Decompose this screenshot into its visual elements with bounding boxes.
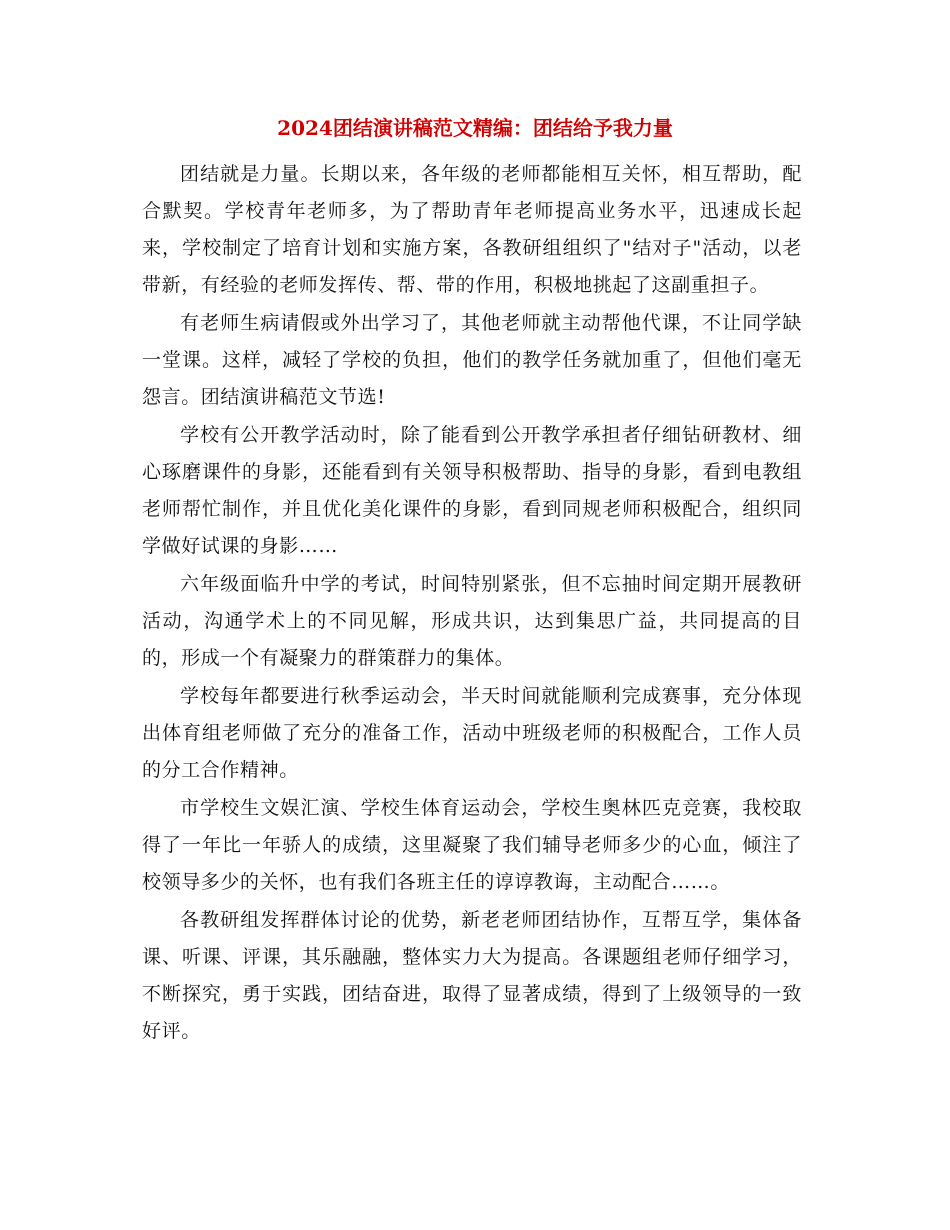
- paragraph-2: 有老师生病请假或外出学习了，其他老师就主动帮他代课，不让同学缺一堂课。这样，减轻了学校的负担，他们的教学任务就加重了，但他们毫无怨言。团结演讲稿范文节选!: [142, 312, 802, 408]
- paragraph-4: 六年级面临升中学的考试，时间特别紧张，但不忘抽时间定期开展教研活动，沟通学术上的不同见解，形成共识，达到集思广益，共同提高的目的，形成一个有凝聚力的群策群力的集体。: [142, 573, 802, 669]
- document-title: 2024团结演讲稿范文精编：团结给予我力量: [277, 116, 673, 140]
- paragraph-6: 市学校生文娱汇演、学校生体育运动会，学校生奥林匹克竞赛，我校取得了一年比一年骄人的成绩，这里凝聚了我们辅导老师多少的心血，倾注了校领导多少的关怀，也有我们各班主任的谆谆教诲，主动配合……。: [142, 797, 802, 893]
- paragraph-3: 学校有公开教学活动时，除了能看到公开教学承担者仔细钻研教材、细心琢磨课件的身影，还能看到有关领导积极帮助、指导的身影，看到电教组老师帮忙制作，并且优化美化课件的身影，看到同规老师积极配合，组织同学做好试课的身影……: [142, 424, 802, 557]
- paragraph-7: 各教研组发挥群体讨论的优势，新老老师团结协作，互帮互学，集体备课、听课、评课，其乐融融，整体实力大为提高。各课题组老师仔细学习，不断探究，勇于实践，团结奋进，取得了显著成绩，得到了上级领导的一致好评。: [142, 909, 802, 1042]
- document-body: [142, 156, 802, 1051]
- paragraph-5: 学校每年都要进行秋季运动会，半天时间就能顺利完成赛事，充分体现出体育组老师做了充分的准备工作，活动中班级老师的积极配合，工作人员的分工合作精神。: [142, 685, 802, 781]
- paragraph-1: 团结就是力量。长期以来，各年级的老师都能相互关怀，相互帮助，配合默契。学校青年老师多，为了帮助青年老师提高业务水平，迅速成长起来，学校制定了培育计划和实施方案，各教研组组织了"结对子"活动，以老带新，有经验的老师发挥传、帮、带的作用，积极地挑起了这副重担子。: [142, 163, 802, 296]
